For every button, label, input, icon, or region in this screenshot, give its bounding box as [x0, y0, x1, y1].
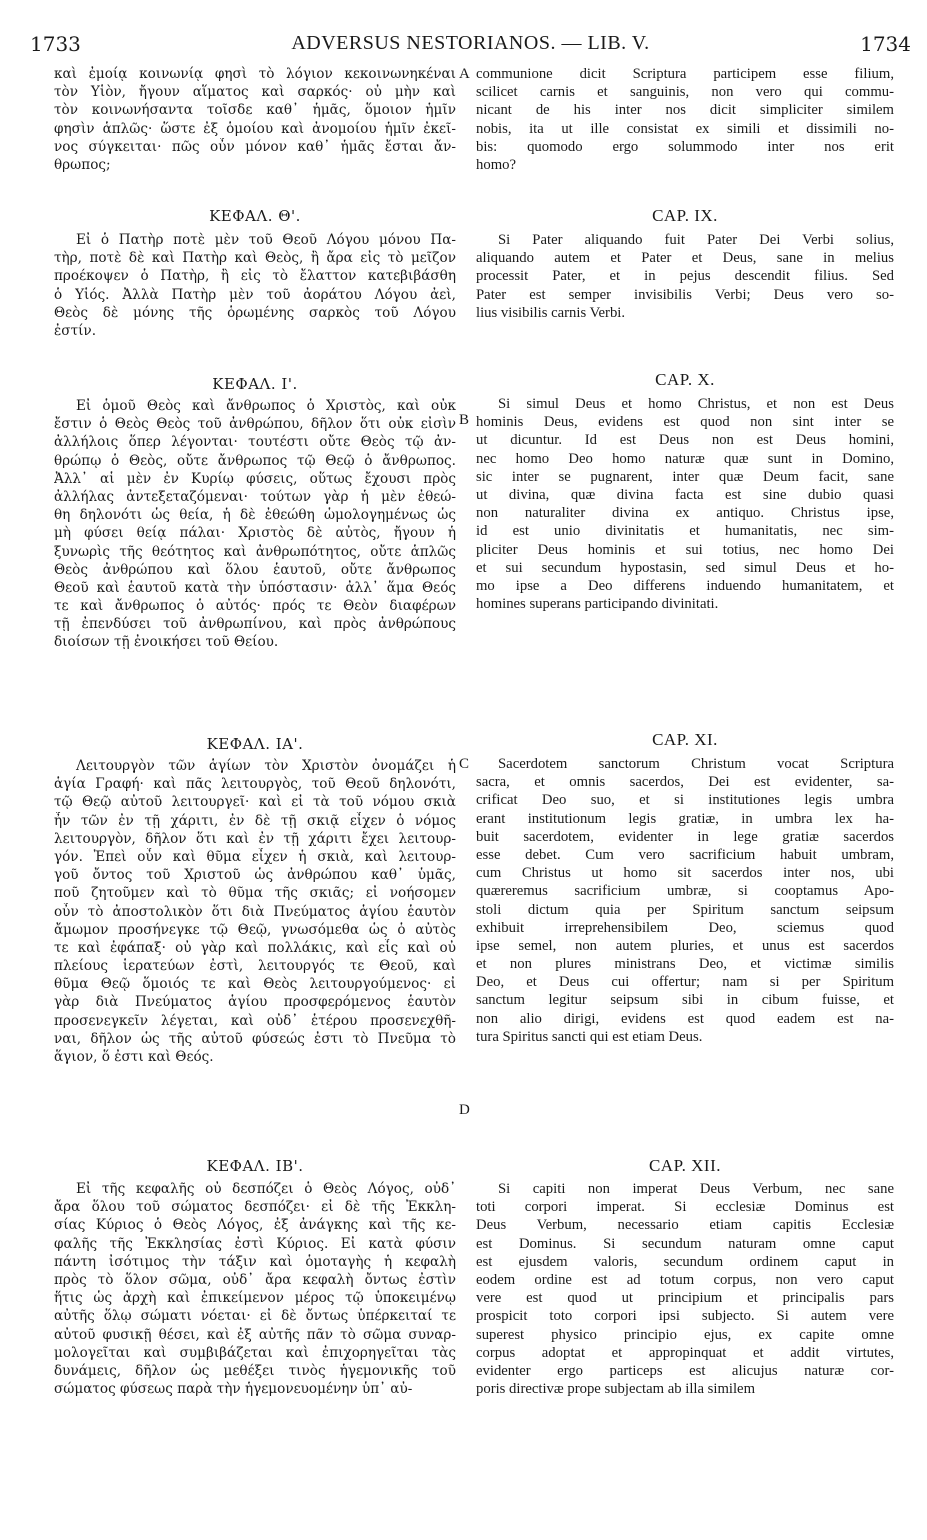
text-line: nicant de his inter nos dicit simpliciter similem [476, 102, 894, 119]
text-line: ποῦ ζητοῦμεν καὶ τὸ θῦμα τῆς σκιᾶς; εἰ νοήσομεν [54, 885, 456, 902]
greek-intro [54, 65, 456, 174]
latin-intro [476, 65, 894, 174]
page-number-left: 1733 [30, 32, 81, 56]
greek-cap12 [54, 1180, 456, 1398]
text-line: sacra, et omnis sacerdos, Dei est evidenter, sa- [476, 774, 894, 791]
text-line: hominis Deus, evidens est quod non sint inter se [476, 414, 894, 431]
greek-heading-cap12: ΚΕΦΑΛ. ΙΒ'. [206, 1157, 304, 1175]
text-line: vere est quod ut principium et principalis pars [476, 1290, 894, 1307]
text-line: Εἰ ὁ Πατὴρ ποτὲ μὲν τοῦ Θεοῦ Λόγου μόνου Πα- [76, 232, 456, 248]
text-line: προέκοψεν ὁ Πατὴρ, ἢ εἰς τὸ ἔλαττον κατεβιβάσθη [54, 268, 456, 285]
text-line: τὸν κοινωνήσαντα τοῖσδε καθ᾽ ἡμᾶς, ὅμοιον ἡμῖν [54, 102, 456, 119]
text-line: σώματος φύσεως παρὰ τὴν ἡγεμονευομένην ὑπ᾽ αὐ- [54, 1381, 413, 1398]
text-line: ἀλλήλας ἀντεξεταζόμεναι· τούτων γὰρ ἡ μὲν ἐθεώ- [54, 488, 456, 505]
text-line: θρωπος; [54, 156, 111, 173]
text-line: γὰρ διὰ Πνεύματος ἁγίου προσφερόμενος ἑαυτὸν [54, 994, 456, 1011]
text-line: θη δηλονότι ὡς θεία, ἡ δὲ ἐθεώθη ὡμολογημένως ὡς [54, 507, 456, 524]
text-line: Deo, et Deus cui offertur; nam si per Spiritum [476, 974, 894, 991]
latin-heading-cap12: CAP. XII. [648, 1156, 722, 1175]
text-line: Si capiti non imperat Deus Verbum, nec sane [498, 1181, 894, 1197]
text-line: stoli dictum quia per Spiritum sanctum seipsum [476, 901, 894, 918]
text-line: τῇ ἐπενδύσει τοῦ ἀνθρωπίνου, καὶ πρὸς ἀνθρώπους [54, 616, 456, 633]
text-line: communione dicit Scriptura participem esse filium, [476, 66, 894, 82]
text-line: ἀλλήλοις ὅπερ λέγονται· τουτέστι οὔτε Θεὸς τῷ ἀν- [54, 434, 456, 451]
margin-marker-a: A [459, 66, 470, 82]
page-number-right: 1734 [860, 32, 911, 56]
text-line: φησὶν ἁπλῶς· ὥστε ἐξ ὁμοίου καὶ ἀνομοίου ἡμῖν ἐκεῖ- [54, 120, 456, 137]
latin-cap9 [476, 231, 894, 322]
greek-heading-cap10: ΚΕΦΑΛ. Ι'. [212, 375, 298, 393]
page-header [30, 32, 911, 60]
text-line: Deus Verbum, necessario etiam capitis Ecclesiæ [476, 1217, 894, 1234]
running-title: ADVERSUS NESTORIANOS. — LIB. V. [291, 32, 650, 54]
greek-cap11 [54, 757, 456, 1066]
text-line: ἔστιν ὁ Θεὸς Θεὸς τοῦ ἀνθρώπου, δῆλον ὅτι οὐκ εἰσὶν [54, 416, 456, 433]
text-line: τὸν Υἱὸν, ἤγουν αἵματος καὶ σαρκός· οὐ μὴν καὶ [54, 84, 456, 101]
greek-heading-cap11: ΚΕΦΑΛ. ΙΑ'. [206, 735, 304, 753]
greek-heading-cap9: ΚΕΦΑΛ. Θ'. [209, 207, 301, 225]
text-line: γόν. Ἐπεὶ οὖν καὶ θῦμα εἶχεν ἡ σκιὰ, καὶ λειτουρ- [54, 848, 456, 865]
text-line: scilicet carnis et sanguinis, non vero qui commu- [476, 84, 894, 101]
text-line: non naturaliter divina ex antiquo. Christus ipse, [476, 505, 894, 522]
text-line: ipse semel, non autem pluries, et unus est sacerdos [476, 937, 894, 954]
text-line: Θεὸς δὲ μόνης τῆς ὁρωμένης σαρκὸς τοῦ Λόγου [54, 304, 456, 321]
text-line: Si Pater aliquando fuit Pater Dei Verbi solius, [498, 232, 894, 248]
text-line: τὴρ, ποτὲ δὲ καὶ Πατὴρ καὶ Θεὸς, ἢ ἄρα εἰς τὸ μεῖζον [54, 250, 456, 267]
text-line: ἄρα ὅλου τοῦ σώματος δεσπόζει· εἰ δὲ τῆς Ἐκκλη- [54, 1199, 456, 1216]
text-line: prospicit toto corpori ipsi subjecto. Si autem vere [476, 1308, 894, 1325]
text-line: σίας Κύριος ὁ Θεὸς Λόγος, ἐξ ἀνάγκης καὶ τῆς κε- [54, 1217, 456, 1234]
latin-cap12 [476, 1180, 894, 1398]
text-line: μὴ φύσει θείᾳ πάλαι· Χριστὸς δὲ αὐτὸς, ἤγουν ἡ [54, 525, 456, 542]
text-line: ἦν τῶν ἐν τῇ χάριτι, ἐν δὲ τῇ σκιᾷ εἶχεν ὁ νόμος [54, 812, 456, 829]
text-line: θρώπῳ ὁ Θεὸς, οὔτε ἄνθρωπος τῷ Θεῷ ὁ ἄνθρωπος. [54, 452, 456, 469]
text-line: buit sacerdotem, evidenter in lege gratiæ sacerdos [476, 828, 894, 845]
text-line: ὁ Υἱός. Ἀλλὰ Πατὴρ μὲν τοῦ ἀοράτου Λόγου ἀεὶ, [54, 286, 456, 303]
text-line: γοῦ ὄντος τοῦ Χριστοῦ ὡς ἀνθρώπου καθ᾽ ὑμᾶς, [54, 867, 456, 884]
text-line: toti corpori imperat. Si ecclesiæ Dominus est [476, 1199, 894, 1216]
text-line: Λειτουργὸν τῶν ἁγίων τὸν Χριστὸν ὀνομάζει ἡ [76, 758, 456, 774]
text-line: Si simul Deus et homo Christus, et non est Deus [498, 396, 894, 412]
text-line: esse debet. Cum vero sacrificium habuit umbram, [476, 846, 894, 863]
text-line: Sacerdotem sanctorum Christum vocat Scriptura [498, 756, 894, 772]
latin-heading-cap11: CAP. XI. [652, 730, 718, 749]
text-line: οὖν τὸ ἀποστολικὸν ὅτι διὰ Πνεύματος ἁγίου ἑαυτὸν [54, 903, 456, 920]
text-line: non alio dirigi, evidens est quod eadem est na- [476, 1010, 894, 1027]
text-line: καὶ ἐμοίᾳ κοινωνίᾳ φησὶ τὸ λόγιον κεκοινωνηκέναι [54, 66, 456, 82]
margin-marker-d: D [459, 1102, 470, 1118]
text-line: αὐτοῦ φυσικῇ θέσει, καὶ ἐξ αὐτῆς πᾶν τὸ σῶμα συναρ- [54, 1326, 456, 1343]
text-line: ut dicuntur. Id est Deus non est Deus homini, [476, 432, 894, 449]
text-line: lius visibilis carnis Verbi. [476, 304, 626, 321]
text-line: τε καὶ ἄνθρωπος ὁ αὐτός· πρός τε Θεὸν διαφέρων [54, 598, 456, 615]
text-line: ἐστίν. [54, 322, 97, 339]
text-line: nobis, ita ut ille consistat ex simili et dissimili no- [476, 120, 894, 137]
text-line: δυνάμεις, δῆλον ὡς μεθέξει τινὸς ἡγεμονικῆς τοῦ [54, 1362, 456, 1379]
text-line: τῷ Θεῷ αὐτοῦ λειτουργεῖ· καὶ εἰ τὰ τοῦ νόμου σκιὰ [54, 794, 456, 811]
text-line: θῦμα Θεῷ ὅμοιός τε καὶ Θεὸς λειτουργούμενος· εἰ [54, 976, 456, 993]
text-line: est Dominus. Si secundum naturam omne caput [476, 1235, 894, 1252]
text-line: Ἀλλ᾽ αἱ μὲν ἐν Κυρίῳ φύσεις, οὕτως ἔχουσι πρὸς [54, 470, 456, 487]
text-line: evidenter ergo particeps est alicujus naturæ cor- [476, 1362, 894, 1379]
latin-heading-cap10: CAP. X. [655, 370, 715, 389]
text-line: et sui secundum hypostasin, sed simul Deus et ho- [476, 559, 894, 576]
text-line: est ejusdem valoris, secundum ordinem caput in [476, 1253, 894, 1270]
text-line: αὐτῆς ὅλῳ σώματι νόεται· εἰ δὲ ὄντως ὑπέρκειταί τε [54, 1308, 456, 1325]
text-line: poris directivæ prope subjectam ab illa similem [476, 1381, 755, 1398]
text-line: processit Pater, et in pejus descendit filius. Sed [476, 268, 894, 285]
margin-marker-c: C [459, 756, 470, 772]
greek-cap9 [54, 231, 456, 340]
margin-marker-b: B [459, 412, 470, 428]
text-line: λειτουργὸν, δῆλον ὅτι καὶ ἐν τῇ χάριτι ἔχει λειτουρ- [54, 830, 456, 847]
text-line: nec homo Deo homo naturæ quæ sunt in Domino, [476, 450, 894, 467]
latin-heading-cap9: CAP. IX. [652, 206, 718, 225]
text-line: aliquando autem et Pater et Deus, sane in melius [476, 250, 894, 267]
text-line: ἅγιον, ὅ ἐστι καὶ Θεός. [54, 1049, 214, 1065]
text-line: ναι, δῆλον ὡς τῆς αὐτοῦ φύσεώς ἐστι τὸ Πνεῦμα τὸ [54, 1030, 456, 1047]
text-line: φαλῆς τῆς Ἐκκλησίας ἐστὶ Κύριος. Εἰ κατὰ φύσιν [54, 1235, 456, 1252]
text-line: bis: quomodo ergo solummodo inter nos erit [476, 138, 894, 155]
latin-column [476, 63, 894, 1533]
text-line: Θεὸς ἀνθρώπου καὶ ὅλου ἑαυτοῦ, οὔτε ἄνθρωπος [54, 561, 456, 578]
text-line: eodem ordine est ad totum corpus, non vero caput [476, 1271, 894, 1288]
text-line: Εἰ ὁμοῦ Θεὸς καὶ ἄνθρωπος ὁ Χριστὸς, καὶ οὐκ [76, 398, 456, 414]
text-line: homines superans participando divinitati. [476, 596, 719, 613]
text-line: ἄμωμον προσήνεγκε τῷ Θεῷ, γνωσόμεθα ὡς ὁ αὐτὸς [54, 921, 456, 938]
text-line: exhibuit irreprehensibilem Deo, sciemus quod [476, 919, 894, 936]
text-line: ξυνωρὶς τῆς θεότητος καὶ ἀνθρωπότητος, οὔτε ἁπλῶς [54, 543, 456, 560]
text-line: et non plures ministrans Deo, et victimæ similis [476, 956, 894, 973]
text-line: mo ipse a Deo differens induendo humanitatem, et [476, 577, 894, 594]
text-line: τε καὶ ἐφάπαξ· οὐ γὰρ καὶ πολλάκις, καὶ εἷς καὶ οὐ [54, 939, 456, 956]
text-line: ut divina, quæ divina facta est sine dubio quasi [476, 486, 894, 503]
text-line: crificat Deo suo, et si institutiones legis umbra [476, 792, 894, 809]
text-line: ἁγία Γραφή· καὶ πᾶς λειτουργὸς, τοῦ Θεοῦ δηλονότι, [54, 776, 456, 793]
text-line: erant institutionum legis gratiæ, in umbra lex ha- [476, 810, 894, 827]
text-line: superest physico principio ejus, ex capite omne [476, 1326, 894, 1343]
text-line: Θεοῦ καὶ ἑαυτοῦ κατὰ τὴν ὑπόστασιν· ἀλλ᾽ ἅμα Θεός [54, 579, 456, 596]
text-line: cum Christus ut homo sit sacerdos inter nos, ubi [476, 865, 894, 882]
latin-cap11 [476, 755, 894, 1046]
text-line: corpus adoptat et appropinquat et addit virtutes, [476, 1344, 894, 1361]
text-line: quæreremus sacrificium umbræ, si cooptamus Apo- [476, 883, 894, 900]
text-line: Εἰ τῆς κεφαλῆς οὐ δεσπόζει ὁ Θεὸς Λόγος, οὐδ᾽ [76, 1181, 456, 1197]
text-line: προσενεγκεῖν λέγεται, καὶ οὐδ᾽ ἑτέρου προσενεχθῆ- [54, 1012, 456, 1029]
greek-cap10 [54, 397, 456, 652]
text-line: πλείους ἱερατεύων ἐστὶ, λειτουργός τε Θεοῦ, καὶ [54, 958, 456, 975]
text-line: sanctum legitur seipsum sibi in cibum fuisse, et [476, 992, 894, 1009]
text-line: Pater est semper invisibilis Verbi; Deus vero so- [476, 286, 894, 303]
text-line: νος σύγκειται· πῶς οὖν μόνον καθ᾽ ἡμᾶς ἔσται ἄν- [54, 138, 456, 155]
text-line: homo? [476, 156, 516, 173]
text-line: πρὸς τὸ ὅλον σῶμα, οὐδ᾽ ἄρα κεφαλὴ ὄντως ἐστὶν [54, 1271, 456, 1288]
text-line: ἥτις ὡς ἀρχὴ καὶ ἐπικείμενον μέρος τῷ ὑποκειμένῳ [54, 1290, 456, 1307]
text-line: μολογεῖται καὶ συμβιβάζεται καὶ ἐπιχορηγεῖται τὰς [54, 1344, 456, 1361]
text-line: tura Spiritus sancti qui est etiam Deus. [476, 1028, 703, 1045]
text-line: διοίσων τῇ ἐνοικήσει τοῦ Θείου. [54, 634, 279, 651]
greek-column [54, 63, 456, 1533]
text-line: id est unio divinitatis et humanitatis, nec sim- [476, 523, 894, 540]
text-line: πάντη ἰσότιμος τὴν τάξιν καὶ ὁμοταγὴς ἡ κεφαλὴ [54, 1253, 456, 1270]
text-line: sic inter se pugnarent, inter quæ Deum facit, sane [476, 468, 894, 485]
text-line: pliciter Deus hominis et sui totius, nec homo Dei [476, 541, 894, 558]
latin-cap10 [476, 395, 894, 613]
